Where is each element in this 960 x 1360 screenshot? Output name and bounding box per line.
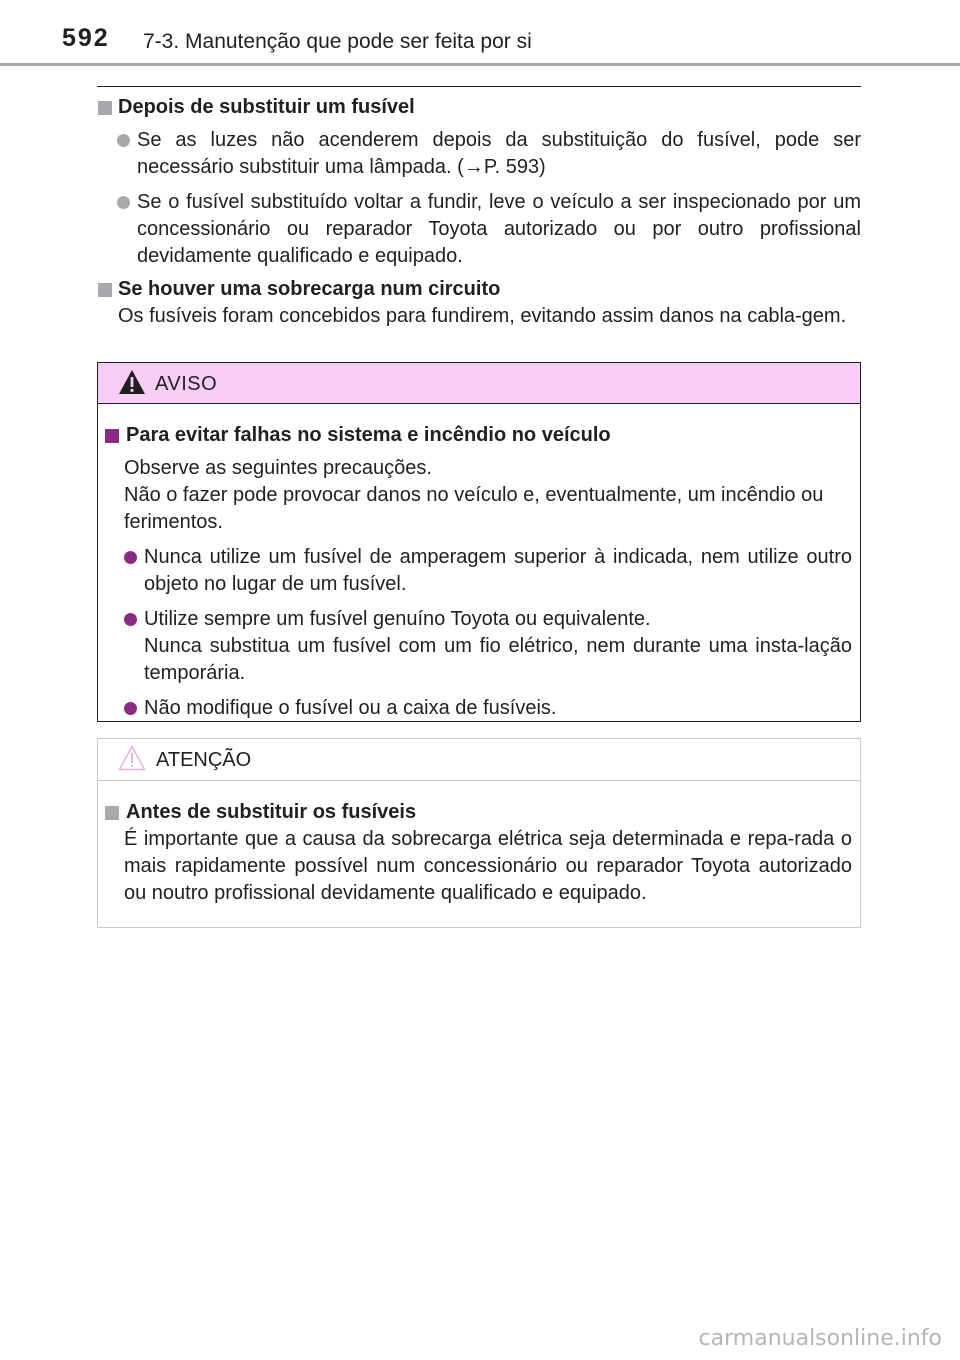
round-bullet-icon	[117, 134, 130, 147]
warning-box-body	[98, 404, 860, 738]
bullet-text: Nunca utilize um fusível de amperagem superior à indicada, nem utilize outro objeto no lugar de um fusível.	[144, 546, 852, 595]
heading-text: Depois de substituir um fusível	[118, 96, 415, 118]
caution-box	[97, 738, 861, 928]
bullet-text: Se as luzes não acenderem depois da substituição do fusível, pode ser necessário substituir uma lâmpada. (→P. 593)	[137, 129, 861, 178]
page-number: 592	[62, 24, 110, 52]
warning-heading	[104, 422, 852, 449]
list-item	[97, 189, 861, 270]
warning-label: AVISO	[155, 373, 218, 395]
list-item	[104, 695, 852, 722]
square-bullet-icon	[105, 429, 119, 443]
bullet-text: Utilize sempre um fusível genuíno Toyota ou equivalente.	[144, 608, 651, 630]
section-replace-fuse	[97, 94, 861, 330]
paragraph-line: Não o fazer pode provocar danos no veículo e, eventualmente, um incêndio ou ferimentos.	[124, 484, 824, 533]
section-heading	[97, 94, 861, 121]
square-bullet-icon	[98, 101, 112, 115]
divider	[97, 86, 861, 87]
caution-heading	[104, 799, 852, 826]
round-bullet-icon	[117, 196, 130, 209]
list-item	[97, 127, 861, 181]
paragraph-line: Observe as seguintes precauções.	[124, 457, 432, 479]
round-bullet-icon	[124, 551, 137, 564]
section-title: 7-3. Manutenção que pode ser feita por si	[143, 30, 532, 53]
paragraph	[104, 455, 852, 536]
paragraph: Os fusíveis foram concebidos para fundirem, evitando assim danos na cabla-gem.	[118, 305, 847, 327]
bullet-text: Nunca substitua um fusível com um fio elétrico, nem durante uma insta-lação temporária.	[144, 635, 852, 684]
list-item	[104, 606, 852, 687]
heading-text: Para evitar falhas no sistema e incêndio no veículo	[126, 424, 611, 446]
round-bullet-icon	[124, 613, 137, 626]
watermark: carmanualsonline.info	[698, 1326, 942, 1351]
caution-box-header	[98, 739, 860, 781]
warning-box	[97, 362, 861, 722]
caution-box-body	[98, 781, 860, 929]
paragraph: É importante que a causa da sobrecarga elétrica seja determinada e repa-rada o mais rapidamente possível num concessionário ou reparador Toyota autorizado ou noutro profissional devidamente qualificado e equipado.	[124, 828, 852, 904]
bullet-text: Não modifique o fusível ou a caixa de fusíveis.	[144, 697, 557, 719]
list-item	[104, 544, 852, 598]
square-bullet-icon	[98, 283, 112, 297]
heading-text: Se houver uma sobrecarga num circuito	[118, 278, 501, 300]
heading-text: Antes de substituir os fusíveis	[126, 801, 417, 823]
caution-triangle-icon	[118, 745, 146, 771]
section-heading	[97, 276, 861, 303]
round-bullet-icon	[124, 702, 137, 715]
square-bullet-icon	[105, 806, 119, 820]
warning-triangle-icon	[118, 369, 146, 395]
caution-label: ATENÇÃO	[156, 749, 252, 771]
warning-box-header	[98, 363, 860, 404]
page-header	[0, 0, 960, 66]
bullet-text: Se o fusível substituído voltar a fundir, leve o veículo a ser inspecionado por um concessionário ou reparador Toyota autorizado ou por outro profissional devidamente qualificado e equipado.	[137, 191, 861, 267]
